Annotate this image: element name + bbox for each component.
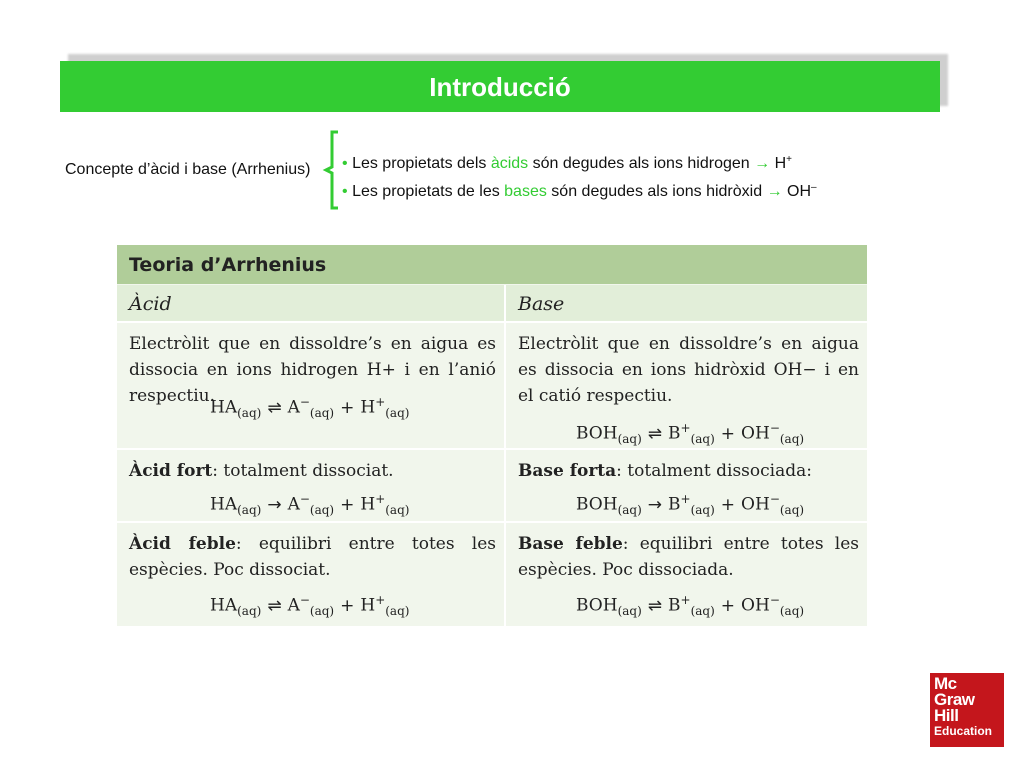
arrow-right-icon: → <box>766 183 783 200</box>
bullet-text: són degudes als ions hidròxid <box>546 183 767 200</box>
logo-text: Graw <box>934 690 975 709</box>
mcgraw-hill-logo <box>930 673 1004 747</box>
ion-hydroxide: OH <box>787 183 812 200</box>
equation-strong-acid: $HA_{(aq)} \to A^-_{(aq)} + H^+_{(aq)}$ <box>210 492 410 518</box>
equation-weak-base: $BOH_{(aq)}$ ⇌ $B^+_{(aq)} + OH^-_{(aq)}$ <box>576 593 805 619</box>
highlight-bases: bases <box>504 183 547 200</box>
logo-text: Education <box>934 724 993 738</box>
equation-base-dissociation: $BOH_{(aq)}$ ⇌ $B^+_{(aq)} + OH^-_{(aq)}$ <box>576 421 805 447</box>
bullet-dot: • <box>342 155 348 172</box>
cell-base-weak: Base feble: equilibri entre totes les espècies. Poc dissociada. <box>518 534 859 580</box>
concept-label: Concepte d’àcid i base (Arrhenius) <box>65 161 311 178</box>
bullet-text: són degudes als ions hidrogen <box>528 155 755 172</box>
bullet-dot: • <box>342 183 348 200</box>
table-title: Teoria d’Arrhenius <box>117 245 867 284</box>
cell-acid-weak: Àcid feble: equilibri entre totes les espècies. Poc dissociat. <box>129 534 496 580</box>
curly-brace-icon <box>322 130 342 210</box>
ion-charge: – <box>811 182 817 193</box>
cell-acid-strong: Àcid fort: totalment dissociat. <box>129 461 394 481</box>
highlight-acids: àcids <box>490 155 529 172</box>
ion-hydrogen: H <box>774 155 787 172</box>
equation-weak-acid: $HA_{(aq)}$ ⇌ $A^-_{(aq)} + H^+_{(aq)}$ <box>210 593 410 619</box>
column-header-acid: Àcid <box>117 285 504 321</box>
arrhenius-table <box>117 245 867 626</box>
cell-base-strong: Base forta: totalment dissociada: <box>518 461 812 481</box>
logo-text: Hill <box>934 706 959 725</box>
bullet-text: Les propietats dels <box>352 155 491 172</box>
bullet-acids <box>342 148 817 176</box>
column-header-base: Base <box>506 285 867 321</box>
bullet-text: Les propietats de les <box>352 183 505 200</box>
equation-acid-dissociation: $HA_{(aq)}$ ⇌ $A^-_{(aq)} + H^+_{(aq)}$ <box>210 395 410 421</box>
slide-title: Introducció <box>60 61 940 112</box>
equation-strong-base: $BOH_{(aq)} \to B^+_{(aq)} + OH^-_{(aq)}$ <box>576 492 805 518</box>
cell-base-definition: Electròlit que en dissoldre’s en aigua es dissocia en ions hidròxid OH− i en el catió respectiu. <box>518 334 859 406</box>
ion-charge: + <box>786 154 792 165</box>
logo-text: Mc <box>934 674 957 693</box>
arrow-right-icon: → <box>754 155 771 172</box>
concept-bullets <box>342 148 817 204</box>
cell-acid-definition: Electròlit que en dissoldre’s en aigua es dissocia en ions hidrogen H+ i en l’anió respectiu. <box>129 334 496 406</box>
bullet-bases <box>342 176 817 204</box>
